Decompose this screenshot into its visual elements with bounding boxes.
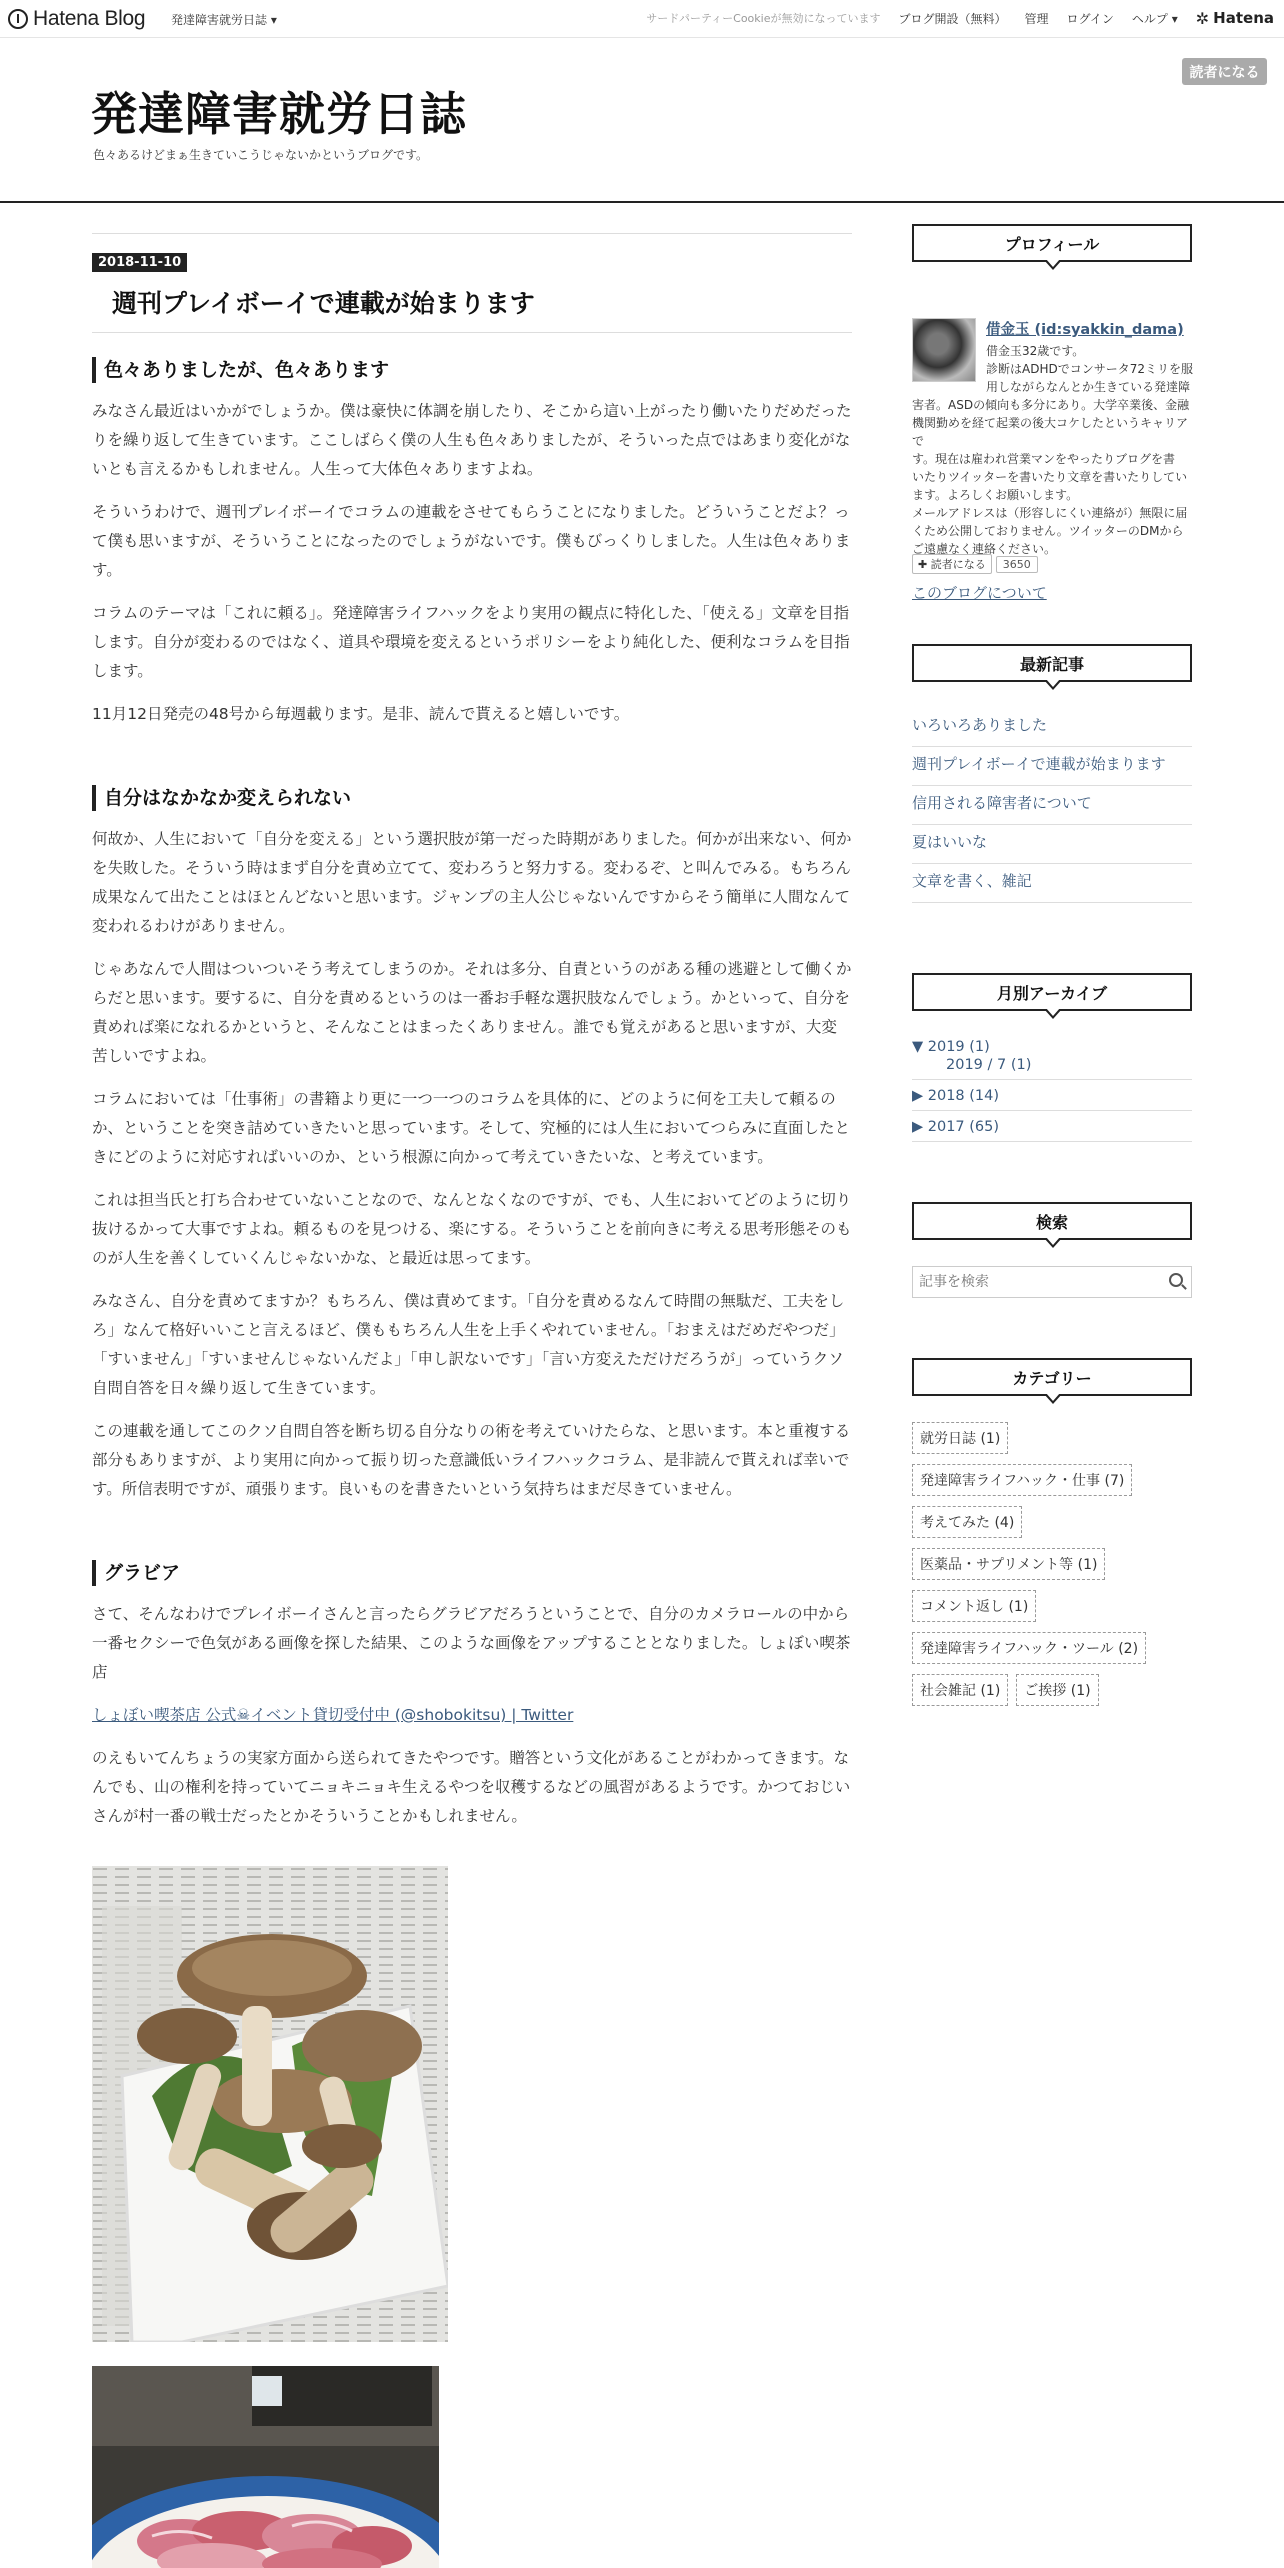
paragraph: コラムにおいては「仕事術」の書籍より更に一つ一つのコラムを具体的に、どのように何を工夫して頼るのか、ということを突き詰めていきたいと思っています。そして、究極的には人生においてつらみに直面したときにどのように対応すればいいのか、という根源に向かって考えていきたいな、と考えています。	[92, 1090, 850, 1166]
profile-buttons	[912, 554, 1038, 574]
paragraph: この連載を通してこのクソ自問自答を断ち切る自分なりの術を考えていけたらな、と思います。本と重複する部分もありますが、より実用に向かって振り切った意識低いライフハックコラム、是非読んで貰えれば幸いです。所信表明ですが、頑張ります。良いものを書きたいという気持ちはまだ尽きていません。	[92, 1422, 851, 1498]
entry-date[interactable]: 2018-11-10	[92, 253, 187, 272]
recent-item[interactable]: 信用される障害者について	[912, 786, 1192, 825]
paragraph: 何故か、人生において「自分を変える」という選択肢が第一だった時期がありました。何かが出来ない、何かを失敗した。そういう時はまず自分を責め立てて、変わろうと努力する。変わるぞ、と叫んでみる。もちろん成果なんて出たことはほとんどないと思います。ジャンプの主人公じゃないんですからそう簡単に人間なんて変われるわけがありません。	[92, 830, 852, 935]
archive-year-toggle[interactable]: ▼ 2019 (1)	[912, 1039, 990, 1055]
profile-name-link[interactable]: 借金玉 (id:syakkin_dama)	[986, 322, 1184, 338]
module-title: 検索	[912, 1202, 1192, 1240]
hatena-blog-logo-icon	[8, 9, 28, 29]
paragraph: さて、そんなわけでプレイボーイさんと言ったらグラビアだろうということで、自分のカメラロールの中から一番セクシーで色気がある画像を探した結果、このような画像をアップすることとなりました。しょぼい喫茶店	[92, 1605, 851, 1681]
module-title: 月別アーカイブ	[912, 973, 1192, 1011]
profile-line: 機関勤めを経て起業の後大コケしたというキャリアで	[912, 416, 1189, 448]
recent-item[interactable]: 夏はいいな	[912, 825, 1192, 864]
profile-line: 用しながらなんとか生きている発達障	[986, 380, 1191, 394]
twitter-link-anchor[interactable]: しょぼい喫茶店 公式☠イベント貸切受付中 (@shobokitsu) | Twitter	[92, 1706, 574, 1724]
module-title: カテゴリー	[912, 1358, 1192, 1396]
paragraph: これは担当氏と打ち合わせていないことなので、なんとなくなのですが、でも、人生においてどのように切り抜けるかって大事ですよね。頼るものを見つける、楽にする。そういうことを前向きに考える思考形態そのものが人生を善くしていくんじゃないかな、と最近は思ってます。	[92, 1191, 852, 1267]
search-box	[912, 1266, 1192, 1298]
section-heading: グラビア	[92, 1560, 852, 1586]
recent-entries-module	[912, 644, 1192, 903]
category-tag[interactable]: 発達障害ライフハック・ツール (2)	[912, 1632, 1146, 1664]
recent-list	[912, 708, 1192, 903]
archive-month[interactable]: 2019 / 7 (1)	[946, 1057, 1032, 1073]
paragraph: そういうわけで、週刊プレイボーイでコラムの連載をさせてもらうことになりました。どういうことだよ？って僕も思いますが、そういうことになったのでしょうがないです。僕もびっくりしました。人生は色々あります。	[92, 503, 851, 579]
paragraph: 11月12日発売の48号から毎週載ります。是非、読んで貰えると嬉しいです。	[92, 705, 630, 723]
category-tag[interactable]: 就労日誌 (1)	[912, 1422, 1008, 1454]
recent-item[interactable]: 週刊プレイボーイで連載が始まります	[912, 747, 1192, 786]
section-heading: 自分はなかなか変えられない	[92, 785, 852, 811]
category-tag[interactable]: ご挨拶 (1)	[1016, 1674, 1098, 1706]
nav-login[interactable]: ログイン	[1066, 11, 1114, 26]
paragraph: のえもいてんちょうの実家方面から送られてきたやつです。贈答という文化があることがわかってきます。なんでも、山の権利を持っていてニョキニョキ生えるやつを収穫するなどの風習があるようです。かつておじいさんが村一番の戦士だったとかそういうことかもしれません。	[92, 1749, 851, 1825]
global-header-right	[646, 0, 1274, 36]
category-list	[912, 1422, 1192, 1706]
archive-module	[912, 973, 1192, 1142]
hatena-blog-logo[interactable]	[8, 7, 145, 31]
blog-description: 色々あるけどまぁ生きていこうじゃないかというブログです。	[93, 148, 429, 162]
about-blog-link[interactable]: このブログについて	[912, 584, 1047, 602]
hatena-blog-logo-text: Hatena Blog	[33, 7, 146, 30]
global-header	[0, 0, 1284, 38]
archive-year-2017	[912, 1111, 1192, 1142]
profile-line: くため公開しておりません。ツイッターのDMから	[912, 524, 1184, 538]
blog-name-menu[interactable]: 発達障害就労日誌 ▾	[171, 13, 277, 27]
recent-item[interactable]: 文章を書く、雑記	[912, 864, 1192, 903]
divider	[92, 233, 852, 251]
subscribe-button[interactable]: 読者になる	[1182, 58, 1267, 85]
main-content	[92, 233, 852, 1831]
profile-line: 害者。ASDの傾向も多分にあり。大学卒業後、金融	[912, 398, 1190, 412]
category-tag[interactable]: 考えてみた (4)	[912, 1506, 1022, 1538]
category-tag[interactable]: 発達障害ライフハック・仕事 (7)	[912, 1464, 1132, 1496]
nav-open-blog[interactable]: ブログ開設（無料）	[898, 11, 1007, 26]
mushroom-photo[interactable]	[92, 1866, 448, 2342]
blog-title-area	[0, 38, 1284, 203]
archive-year-toggle[interactable]: ▶ 2017 (65)	[912, 1119, 1000, 1135]
paragraph: みなさん最近はいかがでしょうか。僕は豪快に体調を崩したり、そこから這い上がったり働いたりだめだったりを繰り返して生きています。ここしばらく僕の人生も色々ありましたが、そういった点ではあまり変化がないとも言えるかもしれません。人生って大体色々ありますよね。	[92, 402, 852, 478]
archive-year-toggle[interactable]: ▶ 2018 (14)	[912, 1088, 1000, 1104]
nav-help[interactable]: ヘルプ ▾	[1131, 11, 1178, 26]
twitter-link[interactable]	[92, 1701, 852, 1730]
profile-line: ご遠慮なく連絡ください。	[912, 542, 1057, 556]
profile-line: いたりツイッターを書いたり文章を書いたりしてい	[912, 470, 1188, 484]
hatena-gear-icon: ✲	[1195, 8, 1210, 28]
entry-title[interactable]: 週刊プレイボーイで連載が始まります	[112, 289, 535, 318]
archive-year-2019	[912, 1035, 1192, 1080]
profile-body	[912, 262, 1193, 602]
archive-list	[912, 1035, 1192, 1142]
profile-line: す。現在は雇われ営業マンをやったりブログを書	[912, 452, 1176, 466]
profile-text	[912, 342, 1194, 558]
sidebar	[912, 224, 1192, 1706]
hatena-link[interactable]	[1196, 9, 1274, 28]
category-tag[interactable]: 社会雑記 (1)	[912, 1674, 1008, 1706]
meat-photo[interactable]	[92, 2366, 439, 2568]
subscriber-count[interactable]: 3650	[996, 556, 1038, 573]
profile-module	[912, 224, 1193, 602]
category-tag[interactable]: 医薬品・サプリメント等 (1)	[912, 1548, 1105, 1580]
module-title: プロフィール	[912, 224, 1192, 262]
section-heading: 色々ありましたが、色々あります	[92, 357, 852, 383]
cookie-notice[interactable]: サードパーティーCookieが無効になっています	[646, 12, 881, 25]
search-icon[interactable]	[1169, 1273, 1183, 1287]
paragraph: じゃあなんで人間はついついそう考えてしまうのか。それは多分、自責というのがある種の逃避として働くからだと思います。要するに、自分を責めるというのは一番お手軽な選択肢なんでしょう。かといって、自分を責めれば楽になれるかというと、そんなことはまったくありません。誰でも覚えがあると思いますが、大変苦しいですよね。	[92, 960, 852, 1065]
profile-subscribe-button[interactable]: ✚ 読者になる	[912, 554, 992, 574]
blog-title[interactable]: 発達障害就労日誌	[91, 87, 467, 141]
profile-line: 診断はADHDでコンサータ72ミリを服	[986, 362, 1193, 376]
paragraph: コラムのテーマは「これに頼る」。発達障害ライフハックをより実用の観点に特化した、「使える」文章を目指します。自分が変わるのではなく、道具や環境を変えるというポリシーをより純化した、便利なコラムを目指します。	[92, 604, 850, 680]
profile-line: 借金玉32歳です。	[986, 344, 1085, 358]
recent-item[interactable]: いろいろありました	[912, 708, 1192, 747]
category-tag[interactable]: コメント返し (1)	[912, 1590, 1036, 1622]
module-title: 最新記事	[912, 644, 1192, 682]
category-module	[912, 1358, 1192, 1706]
search-input[interactable]	[913, 1267, 1153, 1297]
search-module	[912, 1202, 1192, 1298]
archive-year-2018	[912, 1080, 1192, 1111]
paragraph: みなさん、自分を責めてますか？もちろん、僕は責めてます。「自分を責めるなんて時間の無駄だ、工夫をしろ」なんて格好いいこと言えるほど、僕ももちろん人生を上手くやれていません。「おまえはだめだやつだ」「すいません」「すいませんじゃないんだよ」「申し訳ないです」「言い方変えただけだろうが」っていうクソ自問自答を日々繰り返して生きています。	[92, 1292, 845, 1397]
profile-line: ます。よろしくお願いします。	[912, 488, 1079, 502]
nav-manage[interactable]: 管理	[1024, 11, 1049, 26]
hatena-text: Hatena	[1213, 9, 1274, 27]
profile-line: メールアドレスは（形容しにくい連絡が）無限に届	[912, 506, 1188, 520]
